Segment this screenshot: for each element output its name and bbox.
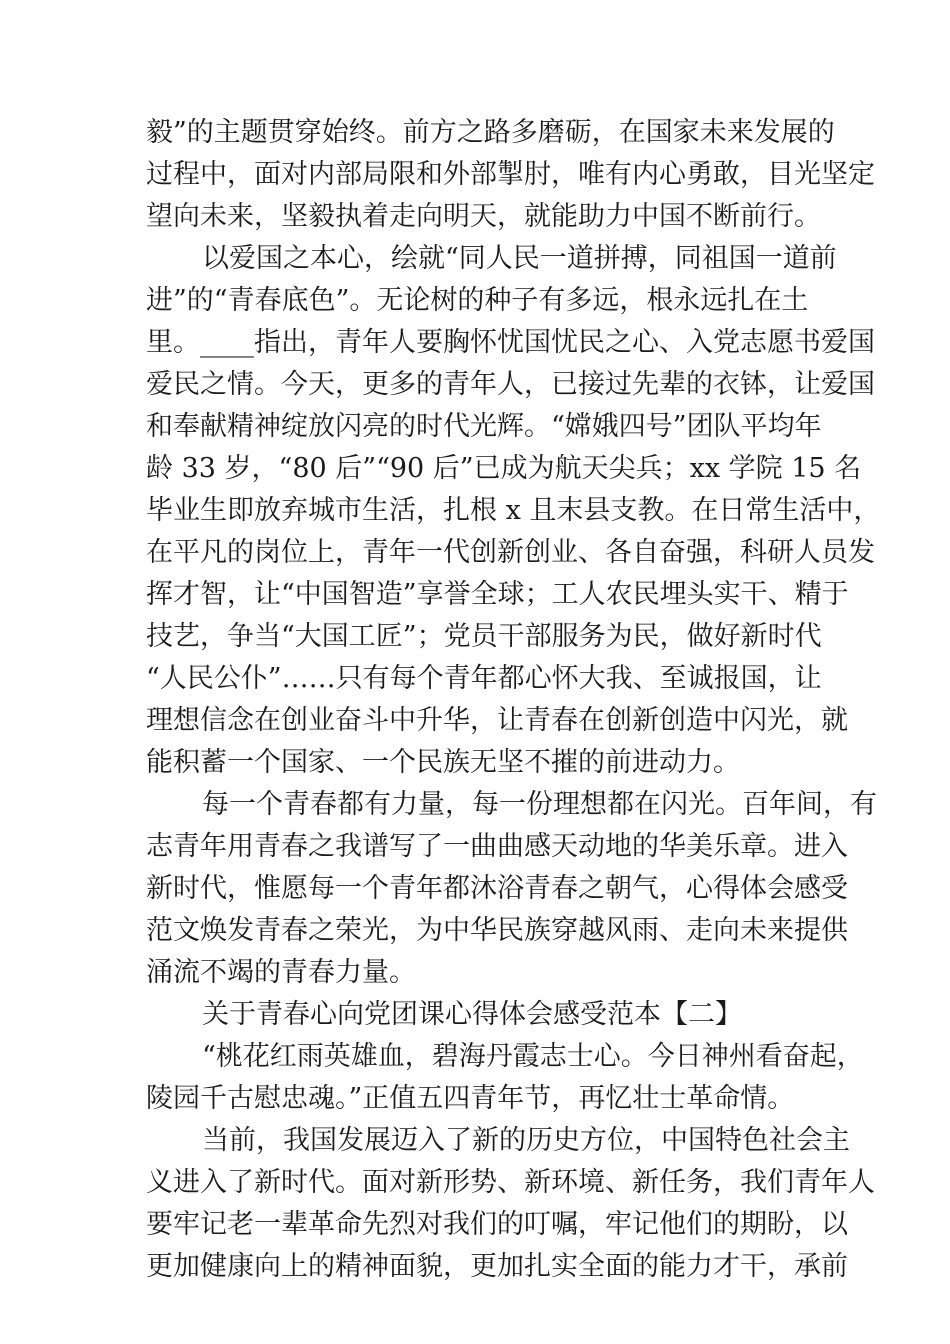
text-line: 能积蓄一个国家、一个民族无坚不摧的前进动力。 — [146, 747, 740, 778]
text-line: 志青年用青春之我谱写了一曲曲感天动地的华美乐章。进入 — [146, 831, 848, 862]
text-line: 以爱国之本心，绘就“同人民一道拼搏，同祖国一道前 — [202, 243, 837, 274]
text-line: 技艺，争当“大国工匠”；党员干部服务为民，做好新时代 — [146, 621, 822, 652]
text-line: 要牢记老一辈革命先烈对我们的叮嘱，牢记他们的期盼，以 — [146, 1209, 848, 1240]
text-line: 每一个青春都有力量，每一份理想都在闪光。百年间，有 — [202, 789, 877, 820]
text-line: 范文焕发青春之荣光，为中华民族穿越风雨、走向未来提供 — [146, 915, 848, 946]
text-line: 挥才智，让“中国智造”享誉全球；工人农民埋头实干、精于 — [146, 579, 849, 610]
text-line: “桃花红雨英雄血，碧海丹霞志士心。今日神州看奋起， — [202, 1041, 864, 1072]
text-line: 陵园千古慰忠魂。”正值五四青年节，再忆壮士革命情。 — [146, 1083, 795, 1114]
text-line: 涌流不竭的青春力量。 — [146, 957, 416, 988]
text-line: 里。____指出，青年人要胸怀忧国忧民之心、入党志愿书爱国 — [146, 327, 875, 358]
text-line: 毅”的主题贯穿始终。前方之路多磨砺，在国家未来发展的 — [146, 117, 835, 148]
text-line: “人民公仆”……只有每个青年都心怀大我、至诚报国，让 — [146, 663, 822, 694]
text-line: 毕业生即放弃城市生活，扎根 x 且末县支教。在日常生活中， — [146, 495, 881, 526]
text-line: 更加健康向上的精神面貌，更加扎实全面的能力才干，承前 — [146, 1251, 848, 1282]
text-line: 新时代，惟愿每一个青年都沐浴青春之朝气，心得体会感受 — [146, 873, 848, 904]
text-line: 龄 33 岁，“80 后”“90 后”已成为航天尖兵；xx 学院 15 名 — [146, 453, 862, 484]
text-line: 望向未来，坚毅执着走向明天，就能助力中国不断前行。 — [146, 201, 821, 232]
text-line: 爱民之情。今天，更多的青年人，已接过先辈的衣钵，让爱国 — [146, 369, 875, 400]
text-line: 理想信念在创业奋斗中升华，让青春在创新创造中闪光，就 — [146, 705, 848, 736]
text-line: 当前，我国发展迈入了新的历史方位，中国特色社会主 — [202, 1125, 850, 1156]
document-body — [146, 112, 881, 1288]
section-heading: 关于青春心向党团课心得体会感受范本【二】 — [202, 999, 742, 1030]
text-line: 在平凡的岗位上，青年一代创新创业、各自奋强，科研人员发 — [146, 537, 875, 568]
text-line: 和奉献精神绽放闪亮的时代光辉。“嫦娥四号”团队平均年 — [146, 411, 822, 442]
text-line: 过程中，面对内部局限和外部掣肘，唯有内心勇敢，目光坚定 — [146, 159, 875, 190]
text-line: 进”的“青春底色”。无论树的种子有多远，根永远扎在土 — [146, 285, 809, 316]
text-line: 义进入了新时代。面对新形势、新环境、新任务，我们青年人 — [146, 1167, 875, 1198]
